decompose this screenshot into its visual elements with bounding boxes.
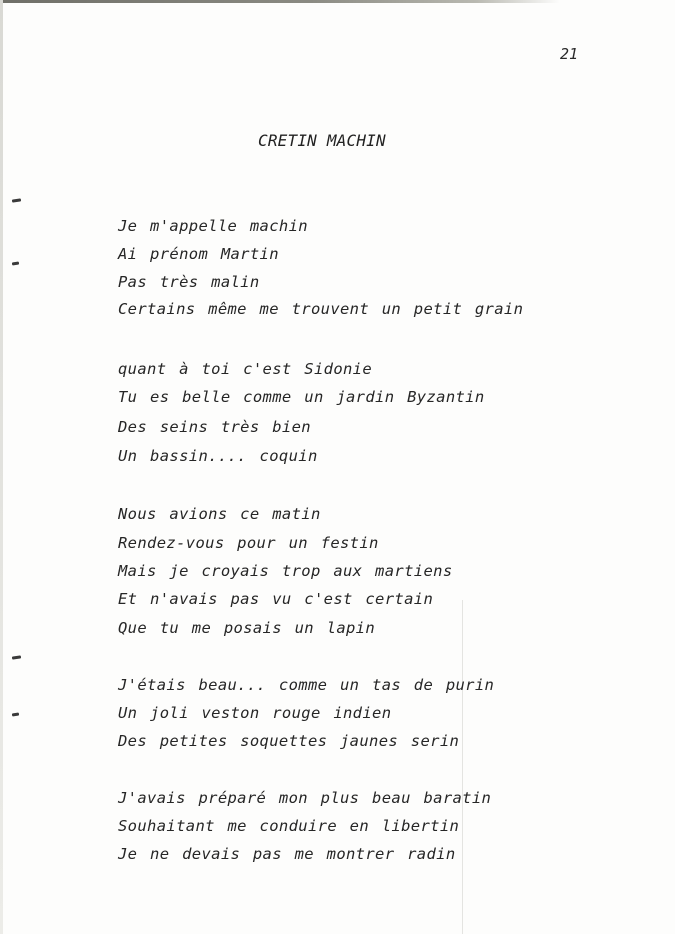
- poem-line: Je ne devais pas me montrer radin: [118, 845, 456, 863]
- binding-hole-mark: [12, 655, 21, 659]
- poem-line: Pas très malin: [118, 273, 260, 291]
- poem-line: Rendez-vous pour un festin: [118, 534, 379, 552]
- page-top-edge-shadow: [0, 0, 560, 3]
- page-number: 21: [560, 45, 579, 63]
- poem-line: Un joli veston rouge indien: [118, 704, 392, 722]
- page-fold-crease: [462, 600, 463, 934]
- poem-line: Et n'avais pas vu c'est certain: [118, 590, 434, 608]
- page-left-edge: [0, 0, 3, 934]
- poem-line: Mais je croyais trop aux martiens: [118, 562, 453, 580]
- poem-line: Certains même me trouvent un petit grain: [118, 300, 524, 318]
- poem-line: Ai prénom Martin: [118, 245, 279, 263]
- poem-line: Des seins très bien: [118, 418, 311, 436]
- poem-line: Des petites soquettes jaunes serin: [118, 732, 460, 750]
- poem-line: quant à toi c'est Sidonie: [118, 360, 373, 378]
- binding-hole-mark: [12, 713, 19, 717]
- poem-title: CRETIN MACHIN: [258, 131, 386, 150]
- poem-line: Souhaitant me conduire en libertin: [118, 817, 460, 835]
- binding-hole-mark: [12, 262, 19, 266]
- poem-line: Je m'appelle machin: [118, 217, 308, 235]
- poem-line: Tu es belle comme un jardin Byzantin: [118, 388, 485, 406]
- binding-hole-mark: [12, 198, 21, 202]
- poem-line: Un bassin.... coquin: [118, 447, 318, 465]
- poem-line: J'avais préparé mon plus beau baratin: [118, 789, 492, 807]
- poem-line: Que tu me posais un lapin: [118, 619, 376, 637]
- poem-line: J'étais beau... comme un tas de purin: [118, 676, 495, 694]
- poem-line: Nous avions ce matin: [118, 505, 321, 523]
